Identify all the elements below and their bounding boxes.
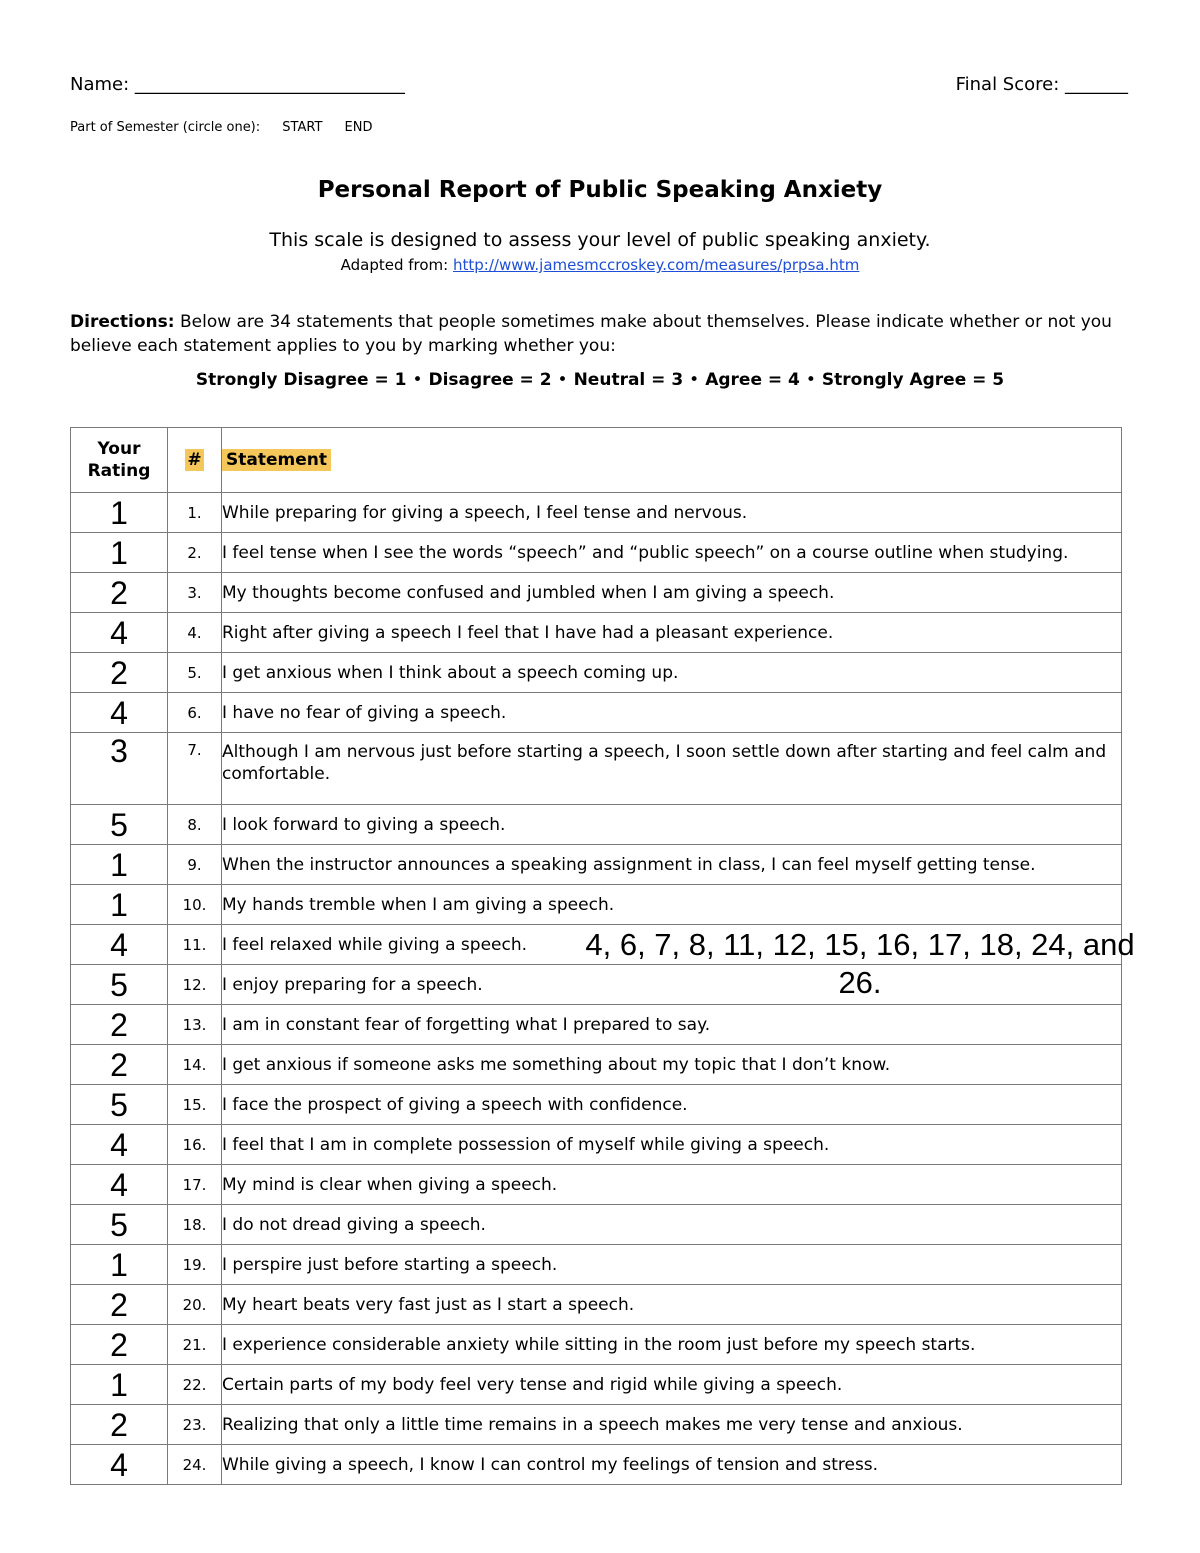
directions <box>70 310 1130 358</box>
rating-cell[interactable]: 4 <box>71 1125 168 1165</box>
statement-text: My hands tremble when I am giving a speech. <box>222 885 1122 925</box>
statement-number: 24. <box>168 1445 222 1485</box>
rating-cell[interactable]: 2 <box>71 1285 168 1325</box>
statement-number: 18. <box>168 1205 222 1245</box>
rating-cell[interactable]: 1 <box>71 493 168 533</box>
statement-number: 12. <box>168 965 222 1005</box>
statement-number: 4. <box>168 613 222 653</box>
statement-number: 5. <box>168 653 222 693</box>
statement-text: I enjoy preparing for a speech. <box>222 965 1122 1005</box>
statement-number: 2. <box>168 533 222 573</box>
semester-label: Part of Semester (circle one): <box>70 120 261 135</box>
statement-text: I feel relaxed while giving a speech. <box>222 925 1122 965</box>
scale-item: Agree = 4 <box>705 370 800 390</box>
statement-number: 6. <box>168 693 222 733</box>
table-row <box>71 885 1122 925</box>
rating-cell[interactable]: 4 <box>71 1445 168 1485</box>
statement-text: While preparing for giving a speech, I feel tense and nervous. <box>222 493 1122 533</box>
statement-text: I am in constant fear of forgetting what I prepared to say. <box>222 1005 1122 1045</box>
statement-text: I face the prospect of giving a speech with confidence. <box>222 1085 1122 1125</box>
statement-number: 20. <box>168 1285 222 1325</box>
table-row <box>71 1285 1122 1325</box>
statement-text: My mind is clear when giving a speech. <box>222 1165 1122 1205</box>
rating-cell[interactable]: 4 <box>71 613 168 653</box>
table-row <box>71 653 1122 693</box>
statement-text: I perspire just before starting a speech. <box>222 1245 1122 1285</box>
statement-text: Certain parts of my body feel very tense and rigid while giving a speech. <box>222 1365 1122 1405</box>
statement-text: I feel tense when I see the words “speech” and “public speech” on a course outline when studying. <box>222 533 1122 573</box>
table-header-row <box>71 428 1122 493</box>
adapted-prefix: Adapted from: <box>340 256 449 274</box>
table-row <box>71 1245 1122 1285</box>
table-row <box>71 805 1122 845</box>
statement-number: 7. <box>168 733 222 805</box>
table-row <box>71 1365 1122 1405</box>
statement-text: I get anxious when I think about a speech coming up. <box>222 653 1122 693</box>
statement-number: 23. <box>168 1405 222 1445</box>
scale-separator: • <box>557 370 568 390</box>
name-field-label[interactable]: Name: ______________________________ <box>70 74 405 95</box>
page-title: Personal Report of Public Speaking Anxiety <box>317 177 883 203</box>
table-row <box>71 493 1122 533</box>
statement-text: I experience considerable anxiety while sitting in the room just before my speech starts. <box>222 1325 1122 1365</box>
table-row <box>71 1085 1122 1125</box>
rating-cell[interactable]: 5 <box>71 805 168 845</box>
rating-cell[interactable]: 2 <box>71 1325 168 1365</box>
scale-separator: • <box>689 370 700 390</box>
rating-cell[interactable]: 5 <box>71 965 168 1005</box>
rating-cell[interactable]: 1 <box>71 885 168 925</box>
statement-text: I look forward to giving a speech. <box>222 805 1122 845</box>
statement-number: 19. <box>168 1245 222 1285</box>
statement-text: When the instructor announces a speaking assignment in class, I can feel myself getting tense. <box>222 845 1122 885</box>
rating-cell[interactable]: 1 <box>71 533 168 573</box>
source-link[interactable]: http://www.jamesmccroskey.com/measures/prpsa.htm <box>453 256 860 274</box>
semester-option-end[interactable]: END <box>344 120 373 135</box>
scale-item: Neutral = 3 <box>573 370 684 390</box>
statement-text: While giving a speech, I know I can control my feelings of tension and stress. <box>222 1445 1122 1485</box>
scale-separator: • <box>412 370 423 390</box>
rating-cell[interactable]: 2 <box>71 573 168 613</box>
table-row <box>71 1045 1122 1085</box>
rating-cell[interactable]: 1 <box>71 1365 168 1405</box>
statement-number: 17. <box>168 1165 222 1205</box>
statement-number: 22. <box>168 1365 222 1405</box>
table-row <box>71 845 1122 885</box>
rating-cell[interactable]: 5 <box>71 1085 168 1125</box>
statement-number: 11. <box>168 925 222 965</box>
statement-number: 13. <box>168 1005 222 1045</box>
table-row <box>71 533 1122 573</box>
scale-item: Strongly Disagree = 1 <box>195 370 407 390</box>
statement-text: I do not dread giving a speech. <box>222 1205 1122 1245</box>
statement-number: 9. <box>168 845 222 885</box>
scale-item: Disagree = 2 <box>428 370 552 390</box>
rating-cell[interactable]: 2 <box>71 1045 168 1085</box>
statement-number: 1. <box>168 493 222 533</box>
statement-text: I feel that I am in complete possession of myself while giving a speech. <box>222 1125 1122 1165</box>
adapted-from <box>0 256 1200 274</box>
rating-cell[interactable]: 3 <box>71 733 168 805</box>
statement-number: 16. <box>168 1125 222 1165</box>
table-row <box>71 1165 1122 1205</box>
table-row <box>71 1445 1122 1485</box>
statement-number: 21. <box>168 1325 222 1365</box>
header-your-rating: Your Rating <box>71 428 168 493</box>
header-statement: Statement <box>222 428 1122 493</box>
semester-row <box>70 120 390 135</box>
statement-text: Realizing that only a little time remains in a speech makes me very tense and anxious. <box>222 1405 1122 1445</box>
rating-cell[interactable]: 4 <box>71 1165 168 1205</box>
table-row <box>71 1325 1122 1365</box>
statement-number: 3. <box>168 573 222 613</box>
rating-cell[interactable]: 2 <box>71 653 168 693</box>
table-row <box>71 613 1122 653</box>
rating-cell[interactable]: 2 <box>71 1405 168 1445</box>
semester-option-start[interactable]: START <box>282 120 323 135</box>
statement-text: I have no fear of giving a speech. <box>222 693 1122 733</box>
final-score-label[interactable]: Final Score: _______ <box>955 74 1128 95</box>
rating-cell[interactable]: 1 <box>71 1245 168 1285</box>
table-row <box>71 1005 1122 1045</box>
rating-cell[interactable]: 1 <box>71 845 168 885</box>
directions-label: Directions: <box>70 312 175 332</box>
statement-text: I get anxious if someone asks me something about my topic that I don’t know. <box>222 1045 1122 1085</box>
table-row <box>71 1405 1122 1445</box>
table-row <box>71 733 1122 805</box>
table-row <box>71 1205 1122 1245</box>
table-row <box>71 1125 1122 1165</box>
statement-text: Right after giving a speech I feel that I have had a pleasant experience. <box>222 613 1122 653</box>
scale-separator: • <box>805 370 816 390</box>
rating-cell[interactable]: 4 <box>71 693 168 733</box>
statement-number: 8. <box>168 805 222 845</box>
directions-text: Below are 34 statements that people sometimes make about themselves. Please indicate whether or not you believe each statement applies to you by marking whether you: <box>70 312 1112 356</box>
rating-cell[interactable]: 2 <box>71 1005 168 1045</box>
scale-item: Strongly Agree = 5 <box>821 370 1005 390</box>
statement-text: My thoughts become confused and jumbled when I am giving a speech. <box>222 573 1122 613</box>
table-row <box>71 693 1122 733</box>
rating-cell[interactable]: 4 <box>71 925 168 965</box>
table-row <box>71 573 1122 613</box>
rating-scale-legend <box>0 370 1200 390</box>
statement-text: Although I am nervous just before starting a speech, I soon settle down after starting and feel calm and comfortable. <box>222 733 1122 805</box>
rating-cell[interactable]: 5 <box>71 1205 168 1245</box>
statement-text: My heart beats very fast just as I start a speech. <box>222 1285 1122 1325</box>
statement-number: 10. <box>168 885 222 925</box>
header-number: # <box>168 428 222 493</box>
statement-number: 14. <box>168 1045 222 1085</box>
handwritten-note: 4, 6, 7, 8, 11, 12, 15, 16, 17, 18, 24, and 26. <box>585 927 1135 1000</box>
page-subtitle: This scale is designed to assess your level of public speaking anxiety. <box>269 229 931 251</box>
statement-number: 15. <box>168 1085 222 1125</box>
